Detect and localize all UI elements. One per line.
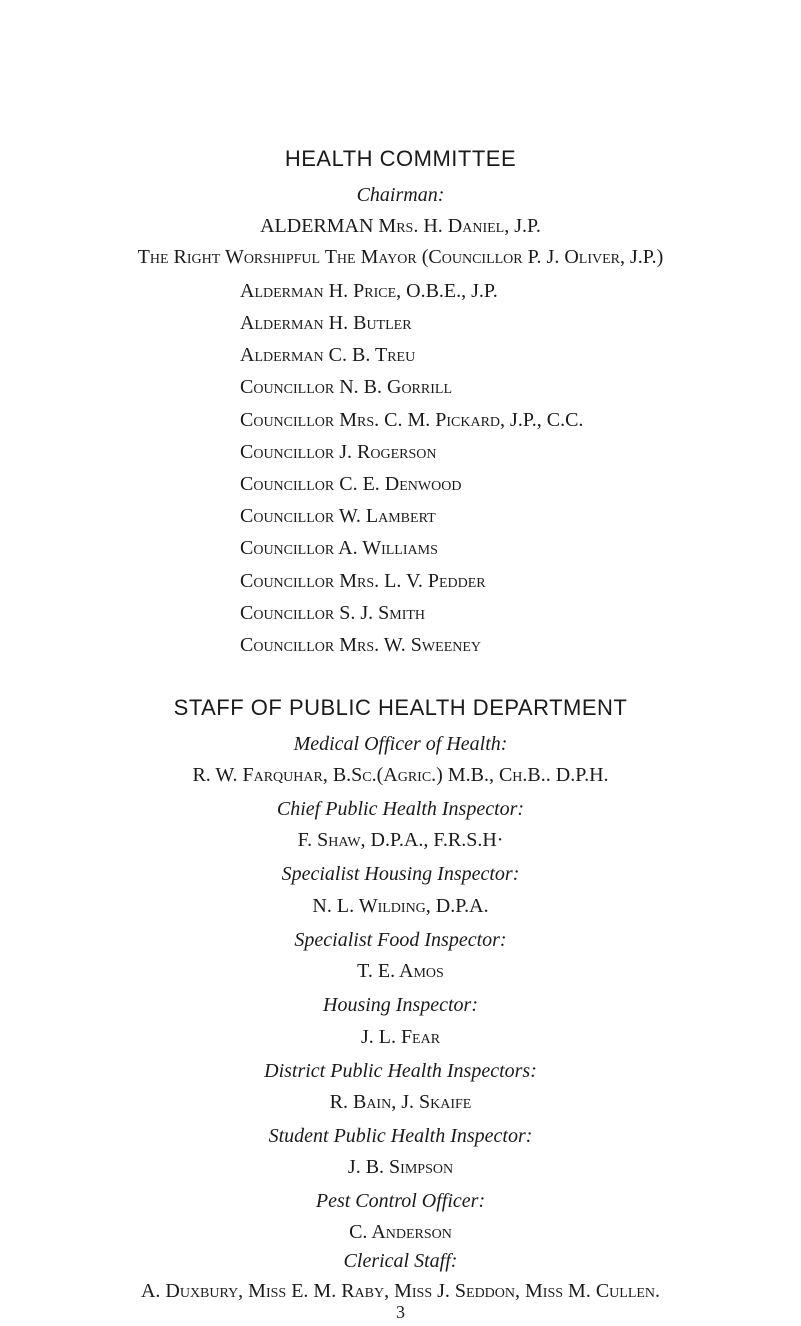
committee-member: Alderman H. Butler [240,312,412,334]
role-holder: A. Duxbury, Miss E. M. Raby, Miss J. Seddon, Miss M. Cullen. [140,1280,661,1302]
role-holder: J. B. Simpson [347,1156,454,1178]
mayor-line: The Right Worshipful The Mayor (Councillor P. J. Oliver, J.P.) [137,246,664,268]
chairman-name: ALDERMAN Mrs. H. Daniel, J.P. [260,215,541,237]
committee-member: Councillor C. E. Denwood [240,473,462,495]
role-holder: J. L. Fear [360,1026,441,1048]
role-holder: N. L. Wilding, D.P.A. [312,895,489,917]
role-holder: R. Bain, J. Skaife [329,1091,472,1113]
role-label: Specialist Food Inspector: [294,929,507,951]
role-label: Student Public Health Inspector: [268,1125,533,1147]
committee-title: HEALTH COMMITTEE [284,146,517,171]
committee-member: Councillor W. Lambert [240,505,436,527]
role-label: Specialist Housing Inspector: [281,863,520,885]
role-label: Housing Inspector: [323,994,478,1016]
role-holder: T. E. Amos [357,960,444,982]
role-label: District Public Health Inspectors: [264,1060,537,1082]
committee-member: Councillor Mrs. C. M. Pickard, J.P., C.C. [240,409,584,431]
staff-title: STAFF OF PUBLIC HEALTH DEPARTMENT [173,695,628,720]
chairman-label: Chairman: [356,184,445,206]
committee-member: Councillor J. Rogerson [240,441,437,463]
role-holder: R. W. Farquhar, B.Sc.(Agric.) M.B., Ch.B.. D.P.H. [192,764,609,786]
committee-member: Councillor Mrs. W. Sweeney [240,634,482,656]
committee-member: Councillor A. Williams [240,537,438,559]
role-label: Chief Public Health Inspector: [276,798,525,820]
committee-member: Councillor S. J. Smith [240,602,426,624]
role-label: Pest Control Officer: [315,1190,486,1212]
role-holder: F. Shaw, D.P.A., F.R.S.H· [297,829,504,851]
committee-member: Alderman C. B. Treu [240,344,416,366]
page-number: 3 [396,1302,405,1322]
role-label: Medical Officer of Health: [293,733,508,755]
committee-member: Councillor N. B. Gorrill [240,376,453,398]
committee-member: Alderman H. Price, O.B.E., J.P. [240,280,498,302]
role-holder: C. Anderson [349,1221,452,1243]
committee-member: Councillor Mrs. L. V. Pedder [240,570,486,592]
role-label: Clerical Staff: [343,1250,458,1272]
